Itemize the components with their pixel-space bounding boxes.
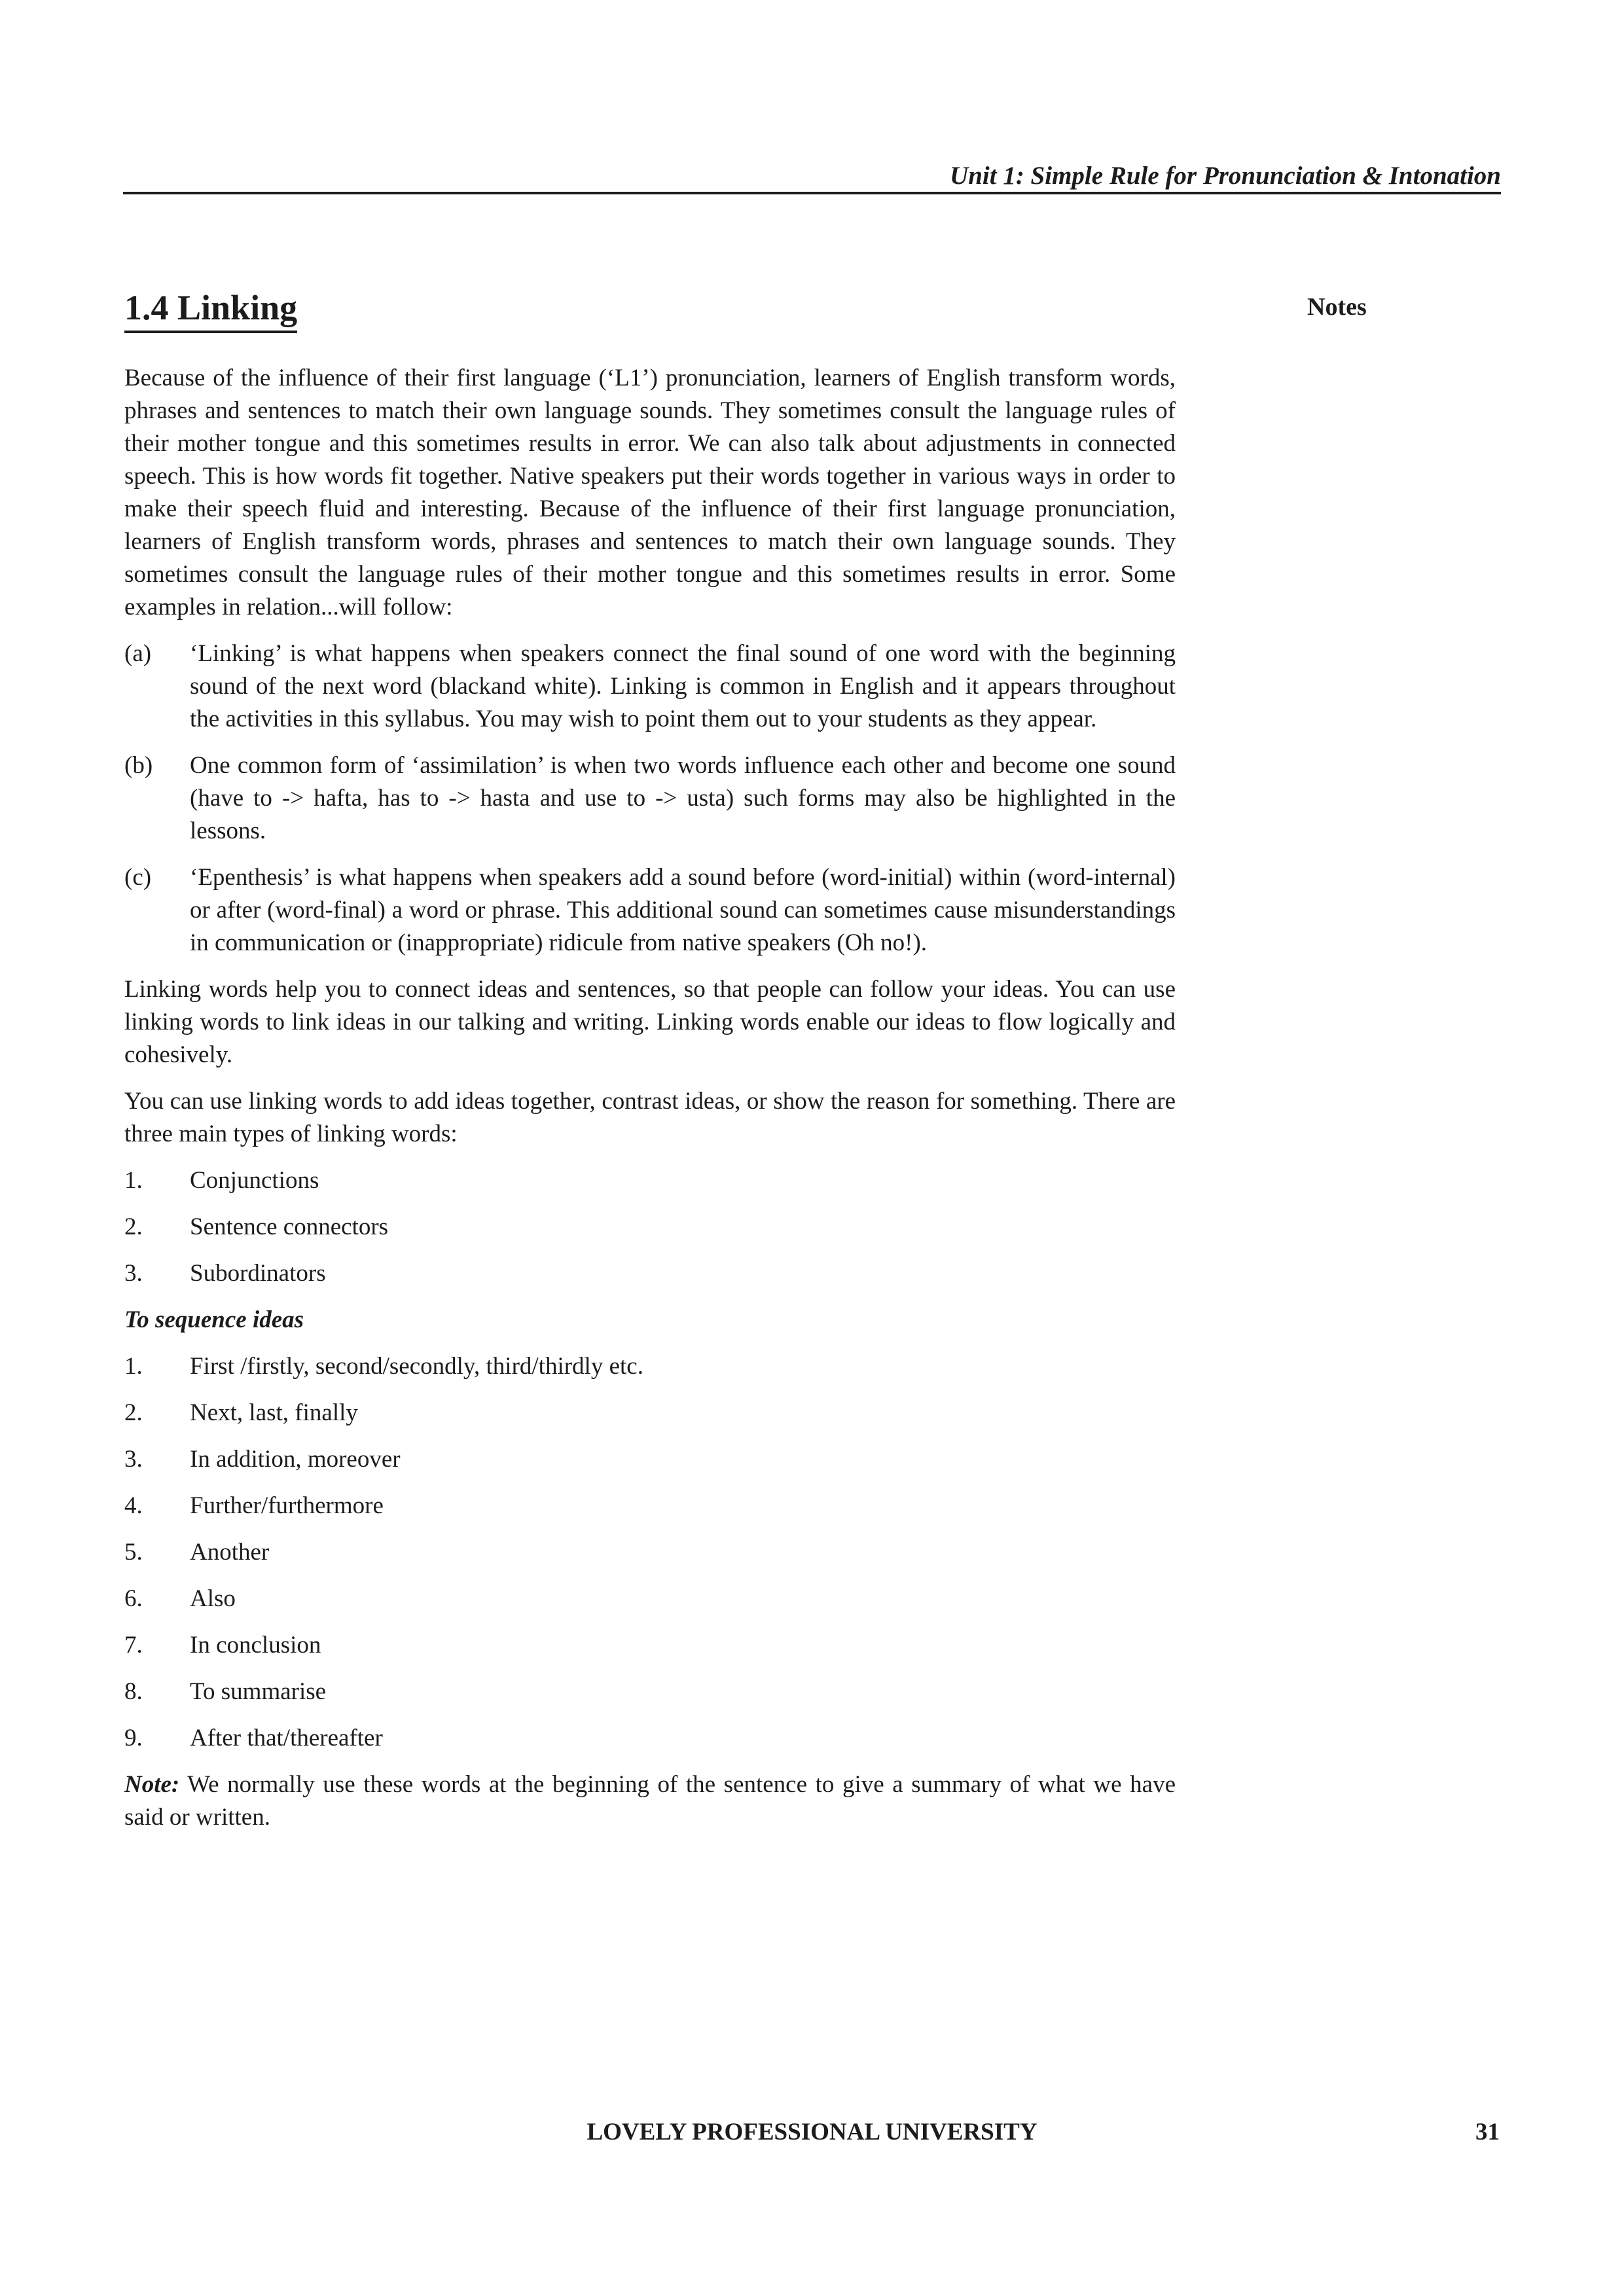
list-item	[124, 1629, 1176, 1662]
list-item	[124, 1211, 1176, 1244]
intro-paragraph: Because of the influence of their first language (‘L1’) pronunciation, learners of English transform words, phrases and sentences to match their own language sounds. They sometimes consult the language rules of their mother tongue and this sometimes results in error. We can also talk about adjustments in connected speech. This is how words fit together. Native speakers put their words together in various ways in order to make their speech fluid and interesting. Because of the influence of their first language pronunciation, learners of English transform words, phrases and sentences to match their own language sounds. They sometimes consult the language rules of their mother tongue and this sometimes results in error. Some examples in relation...will follow:	[124, 365, 1176, 620]
list-item	[124, 1257, 1176, 1290]
list-marker: 1.	[124, 1353, 143, 1380]
list-item	[124, 1490, 1176, 1522]
list-item-text: ‘Epenthesis’ is what happens when speakers add a sound before (word-initial) within (word-internal) or after (word-final) a word or phrase. This additional sound can sometimes cause misunderstandings in communication or (inappropriate) ridicule from native speakers (Oh no!).	[190, 864, 1176, 956]
list-marker: 5.	[124, 1539, 143, 1566]
list-item	[124, 1350, 1176, 1383]
list-marker: (b)	[124, 752, 153, 779]
list-item-text: In addition, moreover	[190, 1446, 401, 1473]
running-header: Unit 1: Simple Rule for Pronunciation & Intonation	[950, 162, 1501, 190]
sequence-ideas-list	[124, 1350, 1176, 1755]
note-text: We normally use these words at the beginning of the sentence to give a summary of what we have said or written.	[124, 1771, 1176, 1831]
list-item	[124, 1722, 1176, 1755]
section-title: 1.4 Linking	[124, 285, 297, 333]
list-item	[124, 1164, 1176, 1197]
note-paragraph	[124, 1768, 1176, 1834]
list-item	[124, 1536, 1176, 1569]
list-item	[124, 1443, 1176, 1476]
linking-types-paragraph: You can use linking words to add ideas together, contrast ideas, or show the reason for something. There are three main types of linking words:	[124, 1088, 1176, 1147]
list-marker: 2.	[124, 1213, 143, 1240]
list-item-text: Sentence connectors	[190, 1213, 389, 1240]
list-marker: (a)	[124, 640, 152, 667]
list-item	[124, 637, 1176, 736]
main-content	[124, 285, 1176, 1848]
list-item	[124, 1397, 1176, 1429]
list-item-text: Conjunctions	[190, 1167, 319, 1194]
header-rule	[123, 192, 1501, 194]
list-item-text: In conclusion	[190, 1632, 321, 1659]
footer-institution: LOVELY PROFESSIONAL UNIVERSITY	[586, 2119, 1038, 2145]
list-item-text: ‘Linking’ is what happens when speakers connect the final sound of one word with the beginning sound of the next word (blackand white). Linking is common in English and it appears throughout the activities in this syllabus. You may wish to point them out to your students as they appear.	[190, 640, 1176, 732]
list-item-text: Also	[190, 1585, 236, 1612]
list-marker: 4.	[124, 1492, 143, 1519]
list-item-text: Another	[190, 1539, 270, 1566]
list-item-text: Further/furthermore	[190, 1492, 384, 1519]
list-marker: 3.	[124, 1446, 143, 1473]
list-item	[124, 1583, 1176, 1615]
list-item-text: Next, last, finally	[190, 1399, 358, 1426]
list-marker: 8.	[124, 1678, 143, 1705]
list-item	[124, 1676, 1176, 1708]
list-item	[124, 749, 1176, 848]
list-marker: 7.	[124, 1632, 143, 1659]
page-number: 31	[1475, 2119, 1500, 2145]
list-item-text: First /firstly, second/secondly, third/thirdly etc.	[190, 1353, 643, 1380]
linking-words-paragraph: Linking words help you to connect ideas and sentences, so that people can follow your ideas. You can use linking words to link ideas in our talking and writing. Linking words enable our ideas to flow logically and cohesively.	[124, 976, 1176, 1068]
list-marker: 2.	[124, 1399, 143, 1426]
sequence-ideas-heading: To sequence ideas	[124, 1306, 304, 1333]
linking-types-list	[124, 1164, 1176, 1290]
list-item-text: One common form of ‘assimilation’ is when two words influence each other and become one sound (have to -> hafta, has to -> hasta and use to -> usta) such forms may also be highlighted in the lessons.	[190, 752, 1176, 844]
list-marker: 9.	[124, 1725, 143, 1751]
list-item-text: Subordinators	[190, 1260, 326, 1287]
list-marker: 6.	[124, 1585, 143, 1612]
list-marker: (c)	[124, 864, 152, 891]
list-marker: 3.	[124, 1260, 143, 1287]
list-marker: 1.	[124, 1167, 143, 1194]
notes-margin-label: Notes	[1307, 293, 1367, 321]
list-item-text: After that/thereafter	[190, 1725, 383, 1751]
list-item-text: To summarise	[190, 1678, 327, 1705]
note-label: Note:	[124, 1771, 180, 1798]
list-item	[124, 861, 1176, 960]
